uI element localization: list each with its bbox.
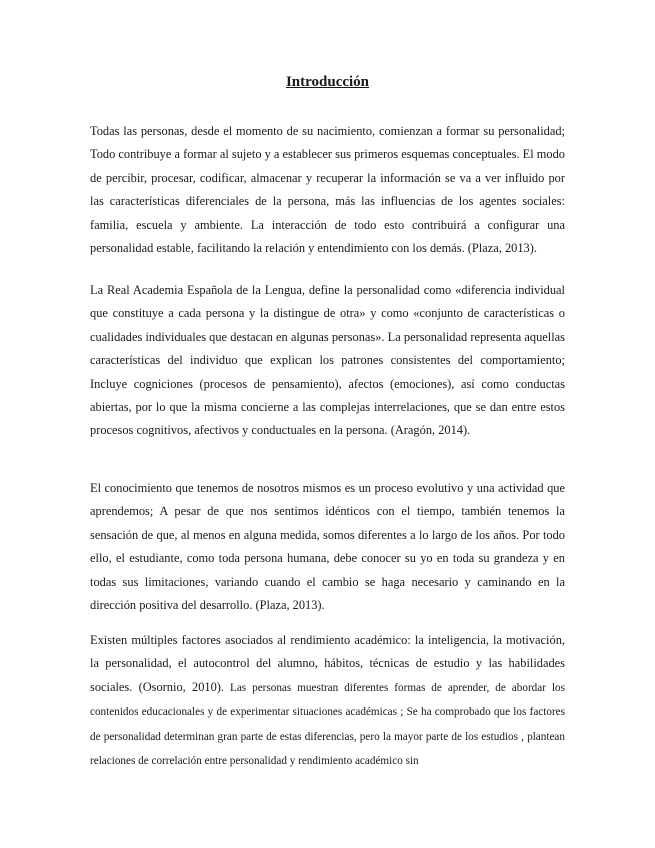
paragraph-3: El conocimiento que tenemos de nosotros mismos es un proceso evolutivo y una actividad que aprendemos; A pesar de que nos sentimos idénticos con el tiempo, también tenemos la sensación de que, al menos en alguna medida, somos diferentes a lo largo de los años. Por todo ello, el estudiante, como toda persona humana, debe conocer su yo en toda su grandeza y en todas sus limitaciones, variando cuando el cambio se haga necesario y caminando en la dirección positiva del desarrollo. (Plaza, 2013).	[90, 481, 565, 613]
paragraph-2: La Real Academia Española de la Lengua, define la personalidad como «diferencia individual que constituye a cada persona y la distingue de otra» y como «conjunto de características o cualidades individuales que destacan en algunas personas». La personalidad representa aquellas características del individuo que explican los patrones consistentes del comportamiento; Incluye cogniciones (procesos de pensamiento), afectos (emociones), así como conductas abiertas, por lo que la misma concierne a las complejas interrelaciones, que se dan entre estos procesos cognitivos, afectivos y conductuales en la persona. (Aragón, 2014).	[90, 283, 565, 438]
paragraph-4-part-1: Existen múltiples factores asociados al rendimiento académico: la inteligencia, la motivación, la personalidad, el autocontrol del alumno, hábitos, técnicas de estudio y las habilidades sociales. (Osornio, 2010).	[90, 633, 565, 694]
document-title: Introducción	[285, 74, 370, 90]
paragraph-4-part-2: Las personas muestran diferentes formas de aprender, de abordar los contenidos educacionales y de experimentar situaciones académicas ; Se ha comprobado que los factores de personalidad determinan gran parte de estas diferencias, pero la mayor parte de los estudios , plantean relaciones de correlación entre personalidad y rendimiento académico sin	[90, 681, 565, 768]
paragraph-4	[90, 629, 565, 773]
paragraph-1: Todas las personas, desde el momento de su nacimiento, comienzan a formar su personalidad; Todo contribuye a formar al sujeto y a establecer sus primeros esquemas conceptuales. El modo de percibir, procesar, codificar, almacenar y recuperar la información se va a ver influido por las características diferenciales de la persona, más las influencias de los agentes sociales: familia, escuela y ambiente. La interacción de todo esto contribuirá a configurar una personalidad estable, facilitando la relación y entendimiento con los demás. (Plaza, 2013).	[90, 124, 565, 256]
